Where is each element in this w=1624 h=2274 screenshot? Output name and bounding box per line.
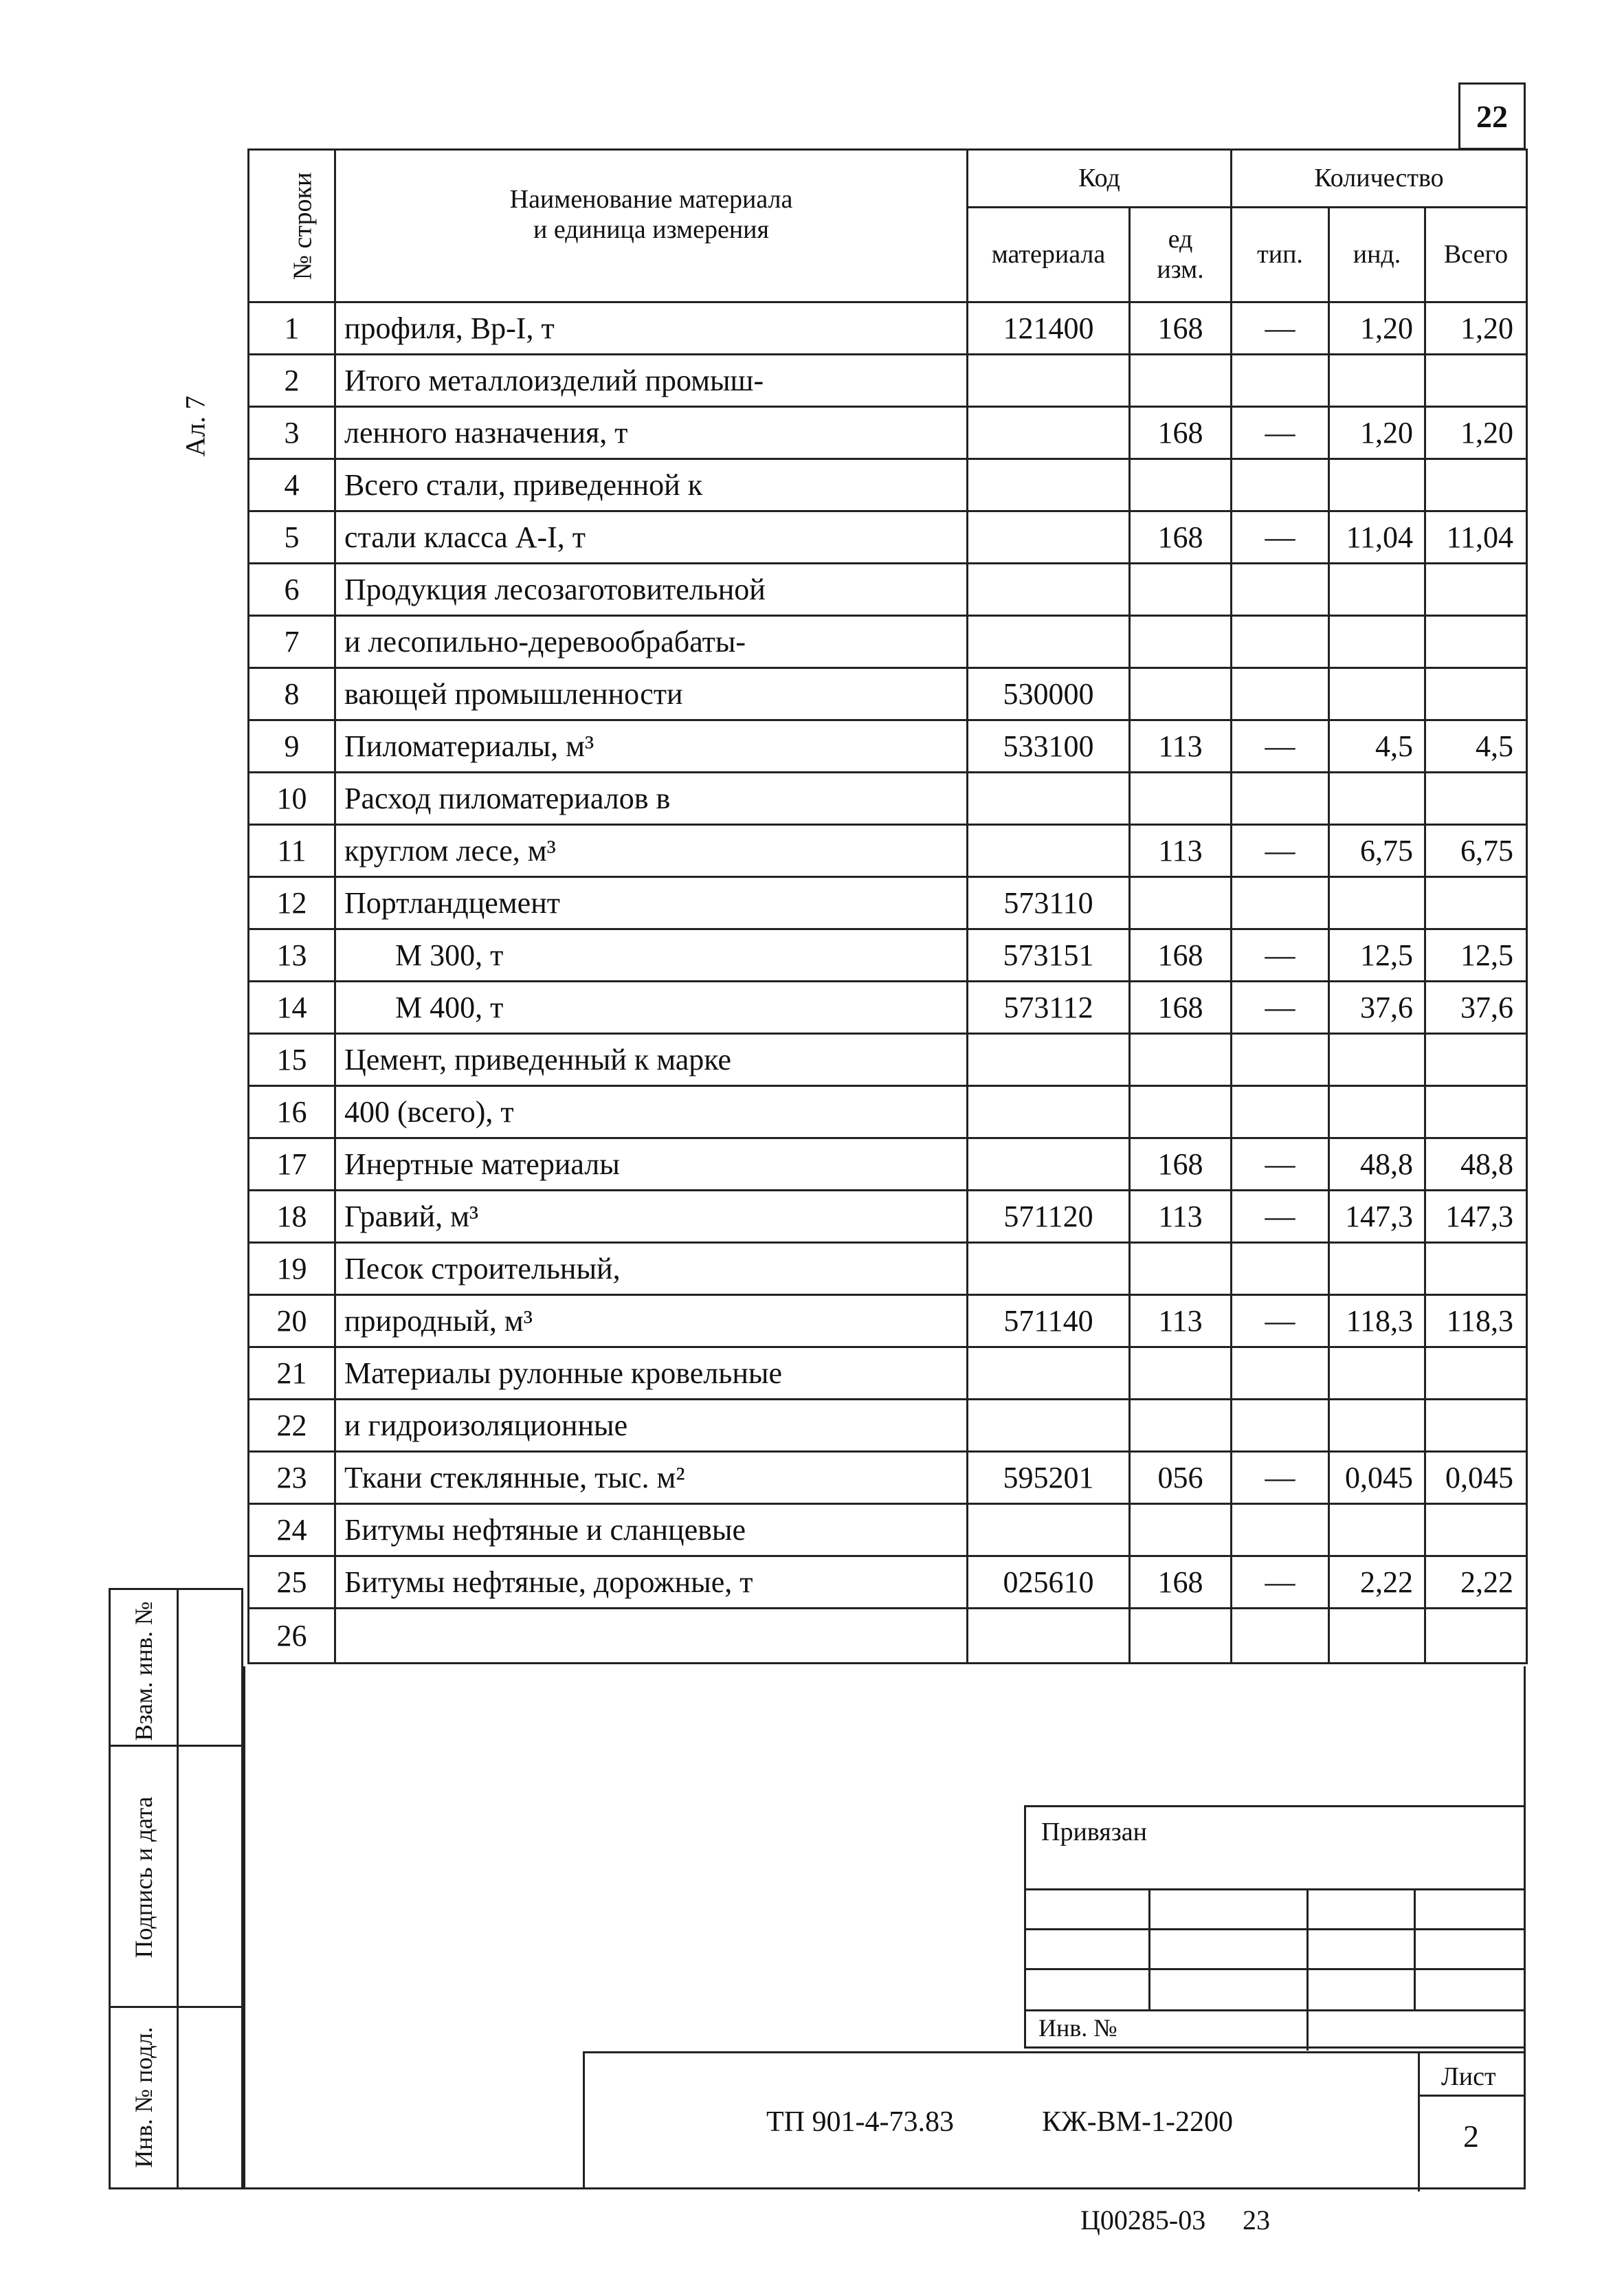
row-material-name	[335, 1609, 968, 1664]
title-block	[583, 2051, 1526, 2189]
row-qty-ind: 1,20	[1329, 407, 1425, 459]
row-number: 8	[249, 668, 335, 720]
header-code-unit	[1130, 208, 1232, 302]
row-material-name: М 300, т	[335, 929, 968, 982]
row-material-name: ленного назначения, т	[335, 407, 968, 459]
row-material-name: Итого металлоизделий промыш-	[335, 355, 968, 407]
sheet-label: Лист	[1441, 2062, 1496, 2091]
row-number: 5	[249, 511, 335, 564]
row-material-name: М 400, т	[335, 982, 968, 1034]
row-number: 22	[249, 1400, 335, 1452]
row-qty-total	[1425, 1609, 1527, 1664]
title-block-divider	[1418, 2095, 1526, 2097]
row-qty-typ: —	[1232, 511, 1329, 564]
row-qty-typ	[1232, 1504, 1329, 1556]
row-qty-total: 0,045	[1425, 1452, 1527, 1504]
row-unit-code: 168	[1130, 982, 1232, 1034]
header-row-number-label: № строки	[288, 172, 318, 280]
doc-code: ТП 901-4-73.83	[766, 2106, 954, 2138]
row-qty-typ	[1232, 616, 1329, 668]
row-material-code	[968, 407, 1130, 459]
table-row	[249, 1034, 1527, 1086]
row-material-code: 025610	[968, 1556, 1130, 1609]
row-unit-code: 168	[1130, 1138, 1232, 1191]
row-qty-ind: 12,5	[1329, 929, 1425, 982]
row-qty-total	[1425, 1034, 1527, 1086]
row-qty-ind: 1,20	[1329, 302, 1425, 355]
row-number: 15	[249, 1034, 335, 1086]
stamp-vzam-label: Взам. инв. №	[130, 1601, 157, 1741]
row-qty-typ	[1232, 1034, 1329, 1086]
row-material-name: Пиломатериалы, м³	[335, 720, 968, 773]
table-row	[249, 1191, 1527, 1243]
row-number: 18	[249, 1191, 335, 1243]
header-qty-typ: тип.	[1232, 208, 1329, 302]
row-material-code	[968, 616, 1130, 668]
row-number: 11	[249, 825, 335, 877]
header-row-number	[249, 150, 335, 302]
table-row	[249, 1504, 1527, 1556]
row-number: 19	[249, 1243, 335, 1295]
row-qty-total: 48,8	[1425, 1138, 1527, 1191]
row-qty-total	[1425, 1243, 1527, 1295]
row-material-code	[968, 1400, 1130, 1452]
row-qty-total: 2,22	[1425, 1556, 1527, 1609]
row-unit-code	[1130, 1347, 1232, 1400]
row-unit-code	[1130, 1034, 1232, 1086]
row-qty-total: 12,5	[1425, 929, 1527, 982]
row-qty-typ	[1232, 1400, 1329, 1452]
row-material-name: природный, м³	[335, 1295, 968, 1347]
row-material-name: Расход пиломатериалов в	[335, 773, 968, 825]
row-qty-total	[1425, 1504, 1527, 1556]
row-qty-total: 1,20	[1425, 302, 1527, 355]
row-qty-total: 1,20	[1425, 407, 1527, 459]
table-row	[249, 1086, 1527, 1138]
row-material-name: Гравий, м³	[335, 1191, 968, 1243]
row-material-name: Песок строительный,	[335, 1243, 968, 1295]
header-material-name-line1: Наименование материала	[509, 185, 793, 214]
row-qty-typ	[1232, 355, 1329, 407]
stamp-divider	[111, 2006, 241, 2008]
stamp-divider-vertical	[177, 1590, 179, 2187]
table-row	[249, 720, 1527, 773]
row-qty-total: 118,3	[1425, 1295, 1527, 1347]
row-qty-total	[1425, 877, 1527, 929]
row-qty-typ	[1232, 1086, 1329, 1138]
row-qty-total	[1425, 1400, 1527, 1452]
row-unit-code	[1130, 459, 1232, 511]
row-number: 13	[249, 929, 335, 982]
stamp-inv-podl-label: Инв. № подл.	[130, 2027, 157, 2168]
row-material-name: Материалы рулонные кровельные	[335, 1347, 968, 1400]
header-qty-ind: инд.	[1329, 208, 1425, 302]
row-qty-ind	[1329, 668, 1425, 720]
row-number: 7	[249, 616, 335, 668]
row-number: 26	[249, 1609, 335, 1664]
header-material-name	[335, 150, 968, 302]
row-number: 3	[249, 407, 335, 459]
row-number: 21	[249, 1347, 335, 1400]
row-unit-code: 168	[1130, 302, 1232, 355]
row-number: 12	[249, 877, 335, 929]
table-row	[249, 1556, 1527, 1609]
row-unit-code	[1130, 668, 1232, 720]
row-unit-code: 168	[1130, 929, 1232, 982]
row-qty-typ: —	[1232, 1295, 1329, 1347]
row-qty-ind	[1329, 773, 1425, 825]
row-qty-ind: 2,22	[1329, 1556, 1425, 1609]
materials-table-body	[249, 302, 1527, 1664]
row-material-name: Портландцемент	[335, 877, 968, 929]
row-unit-code	[1130, 1400, 1232, 1452]
row-qty-ind	[1329, 355, 1425, 407]
corner-page-box	[1458, 82, 1526, 150]
row-number: 6	[249, 564, 335, 616]
table-row	[249, 1243, 1527, 1295]
row-number: 23	[249, 1452, 335, 1504]
row-qty-typ	[1232, 1243, 1329, 1295]
row-qty-ind	[1329, 1243, 1425, 1295]
row-unit-code: 168	[1130, 1556, 1232, 1609]
row-number: 16	[249, 1086, 335, 1138]
row-qty-ind	[1329, 877, 1425, 929]
row-qty-total: 147,3	[1425, 1191, 1527, 1243]
row-material-code: 530000	[968, 668, 1130, 720]
row-unit-code: 168	[1130, 407, 1232, 459]
binding-divider-vertical	[1306, 1888, 1309, 2051]
row-material-name: Продукция лесозаготовительной	[335, 564, 968, 616]
row-qty-ind	[1329, 1400, 1425, 1452]
row-qty-ind: 147,3	[1329, 1191, 1425, 1243]
row-number: 17	[249, 1138, 335, 1191]
row-qty-ind: 6,75	[1329, 825, 1425, 877]
table-row	[249, 1138, 1527, 1191]
row-material-code	[968, 564, 1130, 616]
stamp-column	[109, 1588, 243, 2189]
binding-divider	[1026, 1928, 1524, 1930]
row-qty-typ	[1232, 1347, 1329, 1400]
row-material-code	[968, 1504, 1130, 1556]
row-qty-typ	[1232, 877, 1329, 929]
row-unit-code: 113	[1130, 720, 1232, 773]
row-qty-typ: —	[1232, 720, 1329, 773]
row-qty-typ	[1232, 459, 1329, 511]
row-material-name: 400 (всего), т	[335, 1086, 968, 1138]
table-row	[249, 668, 1527, 720]
table-row	[249, 355, 1527, 407]
binding-block	[1024, 1805, 1526, 2049]
row-material-code	[968, 1243, 1130, 1295]
header-code-unit-line1: ед	[1168, 224, 1193, 254]
row-qty-typ	[1232, 1609, 1329, 1664]
row-qty-ind	[1329, 1347, 1425, 1400]
row-qty-ind	[1329, 1504, 1425, 1556]
row-material-code: 571140	[968, 1295, 1130, 1347]
stamp-divider	[111, 1745, 241, 1747]
row-qty-ind: 11,04	[1329, 511, 1425, 564]
row-number: 4	[249, 459, 335, 511]
row-material-code: 121400	[968, 302, 1130, 355]
row-material-code: 571120	[968, 1191, 1130, 1243]
row-material-code: 573151	[968, 929, 1130, 982]
row-unit-code	[1130, 877, 1232, 929]
row-qty-ind	[1329, 564, 1425, 616]
row-number: 1	[249, 302, 335, 355]
row-qty-ind: 4,5	[1329, 720, 1425, 773]
row-unit-code: 113	[1130, 1191, 1232, 1243]
table-row	[249, 929, 1527, 982]
header-quantity-group: Количество	[1232, 150, 1527, 208]
row-qty-ind	[1329, 616, 1425, 668]
row-material-code	[968, 459, 1130, 511]
binding-divider-vertical	[1148, 1888, 1150, 2009]
row-material-name: вающей промышленности	[335, 668, 968, 720]
row-number: 9	[249, 720, 335, 773]
row-qty-total: 11,04	[1425, 511, 1527, 564]
row-unit-code	[1130, 564, 1232, 616]
row-material-name: Цемент, приведенный к марке	[335, 1034, 968, 1086]
row-qty-total	[1425, 459, 1527, 511]
row-material-name: Ткани стеклянные, тыс. м²	[335, 1452, 968, 1504]
corner-page-number: 22	[1476, 98, 1508, 134]
table-row	[249, 1295, 1527, 1347]
row-material-code	[968, 511, 1130, 564]
row-material-name: и гидроизоляционные	[335, 1400, 968, 1452]
table-row	[249, 616, 1527, 668]
row-material-code	[968, 1347, 1130, 1400]
table-row	[249, 982, 1527, 1034]
binding-privyazan-label: Привязан	[1041, 1818, 1147, 1846]
row-unit-code	[1130, 1243, 1232, 1295]
row-material-name: Битумы нефтяные и сланцевые	[335, 1504, 968, 1556]
footer-page-number: 23	[1243, 2205, 1270, 2236]
row-material-code	[968, 1086, 1130, 1138]
row-qty-typ	[1232, 668, 1329, 720]
row-material-name: профиля, Вр-I, т	[335, 302, 968, 355]
row-qty-total	[1425, 1086, 1527, 1138]
stamp-podpis-label: Подпись и дата	[130, 1796, 157, 1958]
binding-divider	[1026, 2009, 1524, 2011]
side-label: Ал. 7	[179, 395, 211, 457]
row-qty-ind: 0,045	[1329, 1452, 1425, 1504]
row-material-name: круглом лесе, м³	[335, 825, 968, 877]
row-number: 20	[249, 1295, 335, 1347]
row-unit-code	[1130, 355, 1232, 407]
row-qty-typ: —	[1232, 1452, 1329, 1504]
row-material-code	[968, 1138, 1130, 1191]
row-material-code	[968, 1609, 1130, 1664]
row-number: 10	[249, 773, 335, 825]
table-row	[249, 1400, 1527, 1452]
row-qty-ind	[1329, 1609, 1425, 1664]
row-material-name: Всего стали, приведенной к	[335, 459, 968, 511]
table-row	[249, 1452, 1527, 1504]
doc-mark: КЖ-ВМ-1-2200	[1042, 2106, 1233, 2138]
table-row	[249, 1347, 1527, 1400]
materials-table	[247, 148, 1528, 1664]
row-qty-total: 4,5	[1425, 720, 1527, 773]
table-row	[249, 825, 1527, 877]
row-unit-code	[1130, 1609, 1232, 1664]
binding-divider	[1026, 1888, 1524, 1890]
row-qty-total	[1425, 773, 1527, 825]
row-material-name: и лесопильно-деревообрабаты-	[335, 616, 968, 668]
row-unit-code	[1130, 1086, 1232, 1138]
row-qty-ind: 118,3	[1329, 1295, 1425, 1347]
row-qty-ind: 37,6	[1329, 982, 1425, 1034]
row-material-code: 533100	[968, 720, 1130, 773]
row-qty-typ: —	[1232, 1191, 1329, 1243]
row-number: 24	[249, 1504, 335, 1556]
row-qty-total	[1425, 564, 1527, 616]
table-row	[249, 1609, 1527, 1664]
row-material-code: 573110	[968, 877, 1130, 929]
row-qty-ind	[1329, 459, 1425, 511]
row-unit-code: 056	[1130, 1452, 1232, 1504]
row-number: 14	[249, 982, 335, 1034]
row-qty-typ: —	[1232, 1138, 1329, 1191]
header-code-unit-line2: изм.	[1157, 254, 1204, 284]
table-row	[249, 564, 1527, 616]
row-qty-typ: —	[1232, 825, 1329, 877]
row-qty-typ: —	[1232, 982, 1329, 1034]
binding-divider-vertical	[1414, 1888, 1416, 2009]
row-unit-code: 113	[1130, 1295, 1232, 1347]
row-number: 25	[249, 1556, 335, 1609]
row-unit-code	[1130, 616, 1232, 668]
row-unit-code: 113	[1130, 825, 1232, 877]
row-material-name: стали класса А-I, т	[335, 511, 968, 564]
row-material-code: 595201	[968, 1452, 1130, 1504]
row-material-code	[968, 825, 1130, 877]
table-row	[249, 459, 1527, 511]
row-unit-code	[1130, 773, 1232, 825]
row-unit-code	[1130, 1504, 1232, 1556]
binding-inv-label: Инв. №	[1038, 2014, 1117, 2042]
table-row	[249, 773, 1527, 825]
table-row	[249, 302, 1527, 355]
row-material-name: Битумы нефтяные, дорожные, т	[335, 1556, 968, 1609]
row-qty-total	[1425, 1347, 1527, 1400]
row-qty-total: 37,6	[1425, 982, 1527, 1034]
row-material-code	[968, 355, 1130, 407]
header-code-group: Код	[968, 150, 1232, 208]
row-qty-typ	[1232, 564, 1329, 616]
header-qty-total: Всего	[1425, 208, 1527, 302]
row-qty-typ: —	[1232, 1556, 1329, 1609]
row-qty-total	[1425, 355, 1527, 407]
table-row	[249, 511, 1527, 564]
row-qty-typ: —	[1232, 929, 1329, 982]
row-qty-typ: —	[1232, 302, 1329, 355]
row-material-code	[968, 1034, 1130, 1086]
row-qty-total: 6,75	[1425, 825, 1527, 877]
row-qty-total	[1425, 668, 1527, 720]
binding-divider	[1026, 1968, 1524, 1970]
row-qty-typ	[1232, 773, 1329, 825]
title-block-divider	[1418, 2053, 1420, 2192]
row-number: 2	[249, 355, 335, 407]
row-unit-code: 168	[1130, 511, 1232, 564]
row-material-code: 573112	[968, 982, 1130, 1034]
row-qty-ind	[1329, 1086, 1425, 1138]
header-code-material: материала	[968, 208, 1130, 302]
row-qty-ind	[1329, 1034, 1425, 1086]
table-row	[249, 407, 1527, 459]
table-row	[249, 877, 1527, 929]
row-material-code	[968, 773, 1130, 825]
row-qty-typ: —	[1232, 407, 1329, 459]
header-material-name-line2: и единица измерения	[533, 214, 769, 244]
sheet-number: 2	[1463, 2119, 1479, 2154]
row-qty-ind: 48,8	[1329, 1138, 1425, 1191]
archive-code: Ц00285-03	[1080, 2205, 1206, 2236]
row-qty-total	[1425, 616, 1527, 668]
row-material-name: Инертные материалы	[335, 1138, 968, 1191]
